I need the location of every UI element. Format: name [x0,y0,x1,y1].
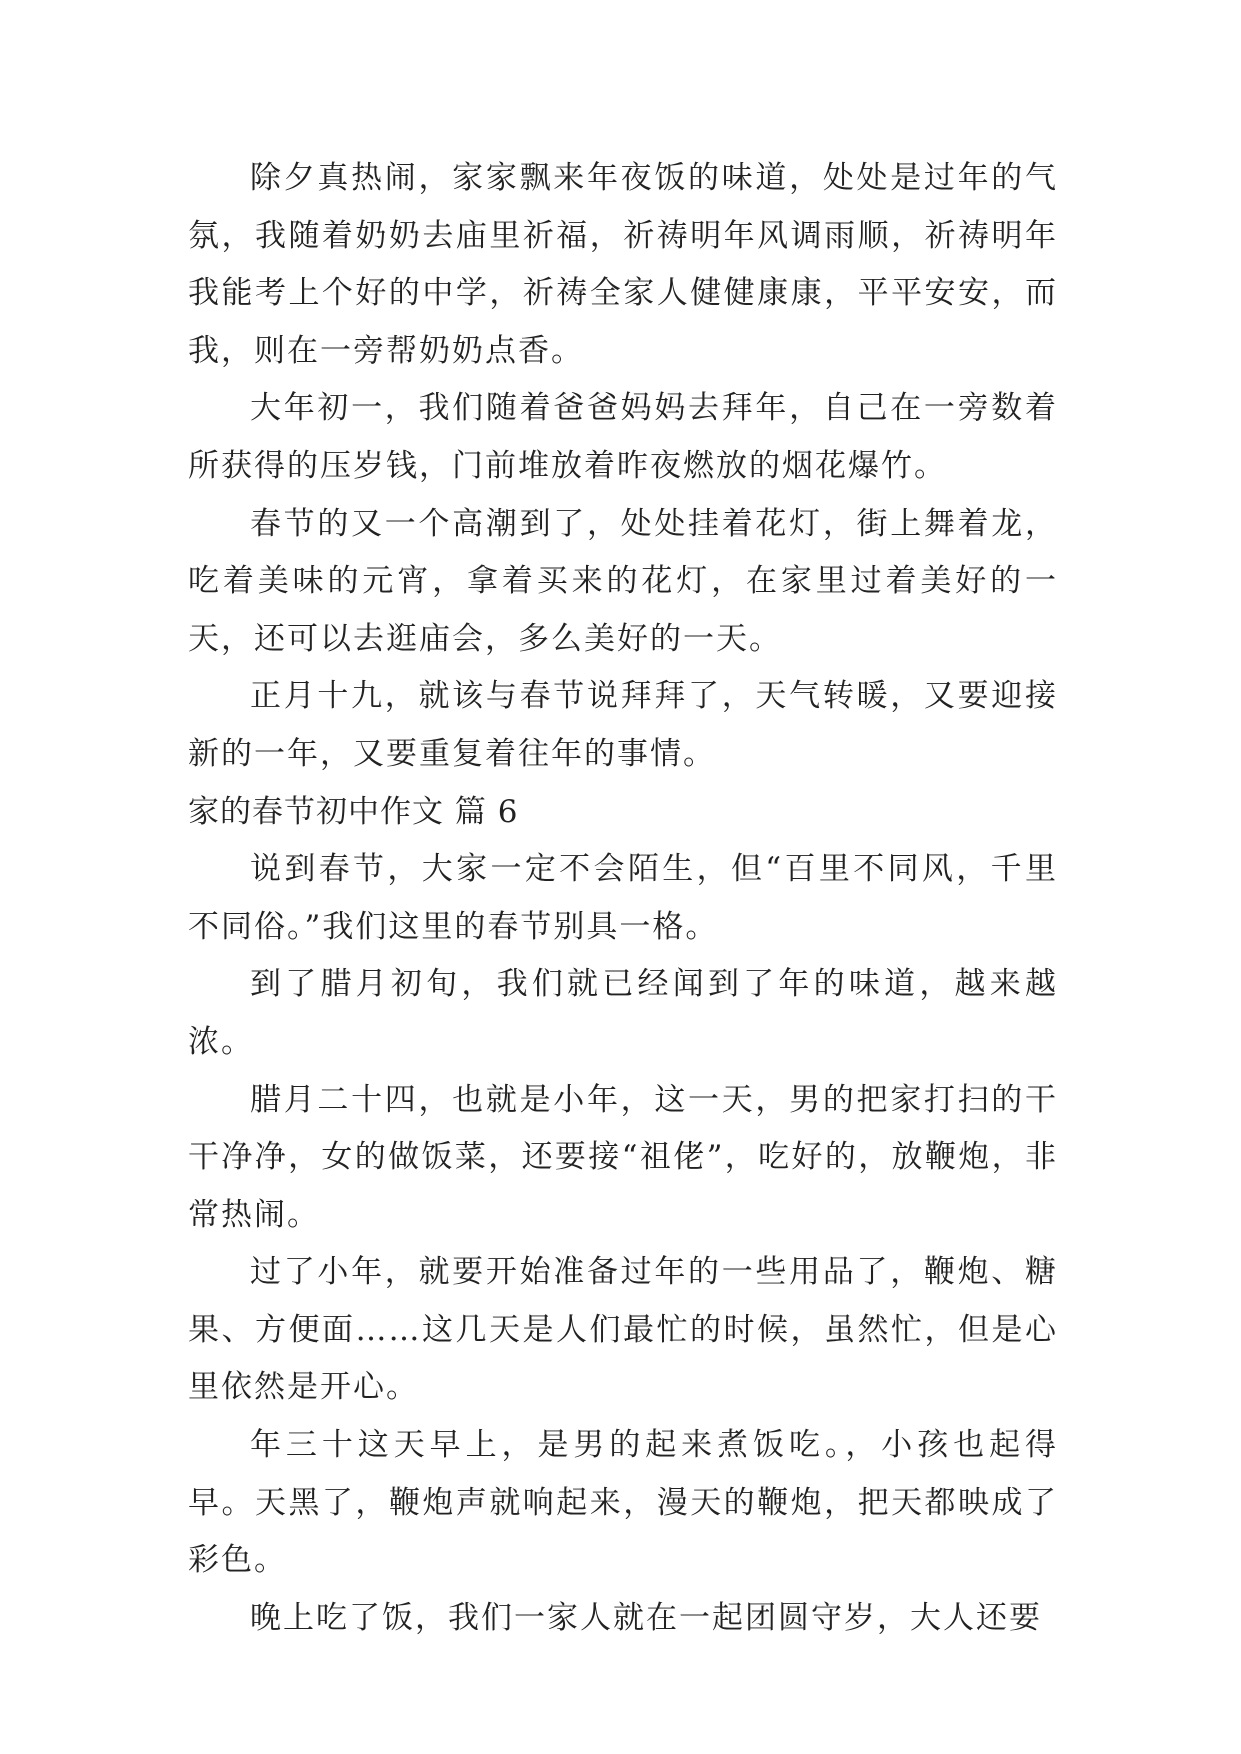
section-title: 家的春节初中作文 篇 6 [188,793,519,830]
paragraph-preparation: 过了小年，就要开始准备过年的一些用品了，鞭炮、糖果、方便面……这几天是人们最忙的时候，虽然忙，但是心里依然是开心。 [188,1254,1058,1406]
paragraph-chuxi: 除夕真热闹，家家飘来年夜饭的味道，处处是过年的气氛，我随着奶奶去庙里祈福，祈祷明年风调雨顺，祈祷明年我能考上个好的中学，祈祷全家人健健康康，平平安安，而我，则在一旁帮奶奶点香。 [188,160,1058,369]
paragraph-intro: 说到春节，大家一定不会陌生，但“百里不同风，千里不同俗。”我们这里的春节别具一格。 [188,851,1058,945]
paragraph-zhengyue: 正月十九，就该与春节说拜拜了，天气转暖，又要迎接新的一年，又要重复着往年的事情。 [188,678,1058,772]
paragraph-layue: 到了腊月初旬，我们就已经闻到了年的味道，越来越浓。 [188,966,1058,1060]
paragraph-sanshi: 年三十这天早上，是男的起来煮饭吃。，小孩也起得早。天黑了，鞭炮声就响起来，漫天的鞭炮，把天都映成了彩色。 [188,1427,1058,1579]
paragraph-lantern: 春节的又一个高潮到了，处处挂着花灯，街上舞着龙，吃着美味的元宵，拿着买来的花灯，在家里过着美好的一天，还可以去逛庙会，多么美好的一天。 [188,505,1058,657]
paragraph-shousui: 晚上吃了饭，我们一家人就在一起团圆守岁，大人还要 [250,1599,1042,1636]
paragraph-xiaonian: 腊月二十四，也就是小年，这一天，男的把家打扫的干干净净，女的做饭菜，还要接“祖佬”，吃好的，放鞭炮，非常热闹。 [188,1081,1058,1233]
paragraph-chuyi: 大年初一，我们随着爸爸妈妈去拜年，自己在一旁数着所获得的压岁钱，门前堆放着昨夜燃放的烟花爆竹。 [188,390,1058,484]
document-body [188,150,1058,1647]
